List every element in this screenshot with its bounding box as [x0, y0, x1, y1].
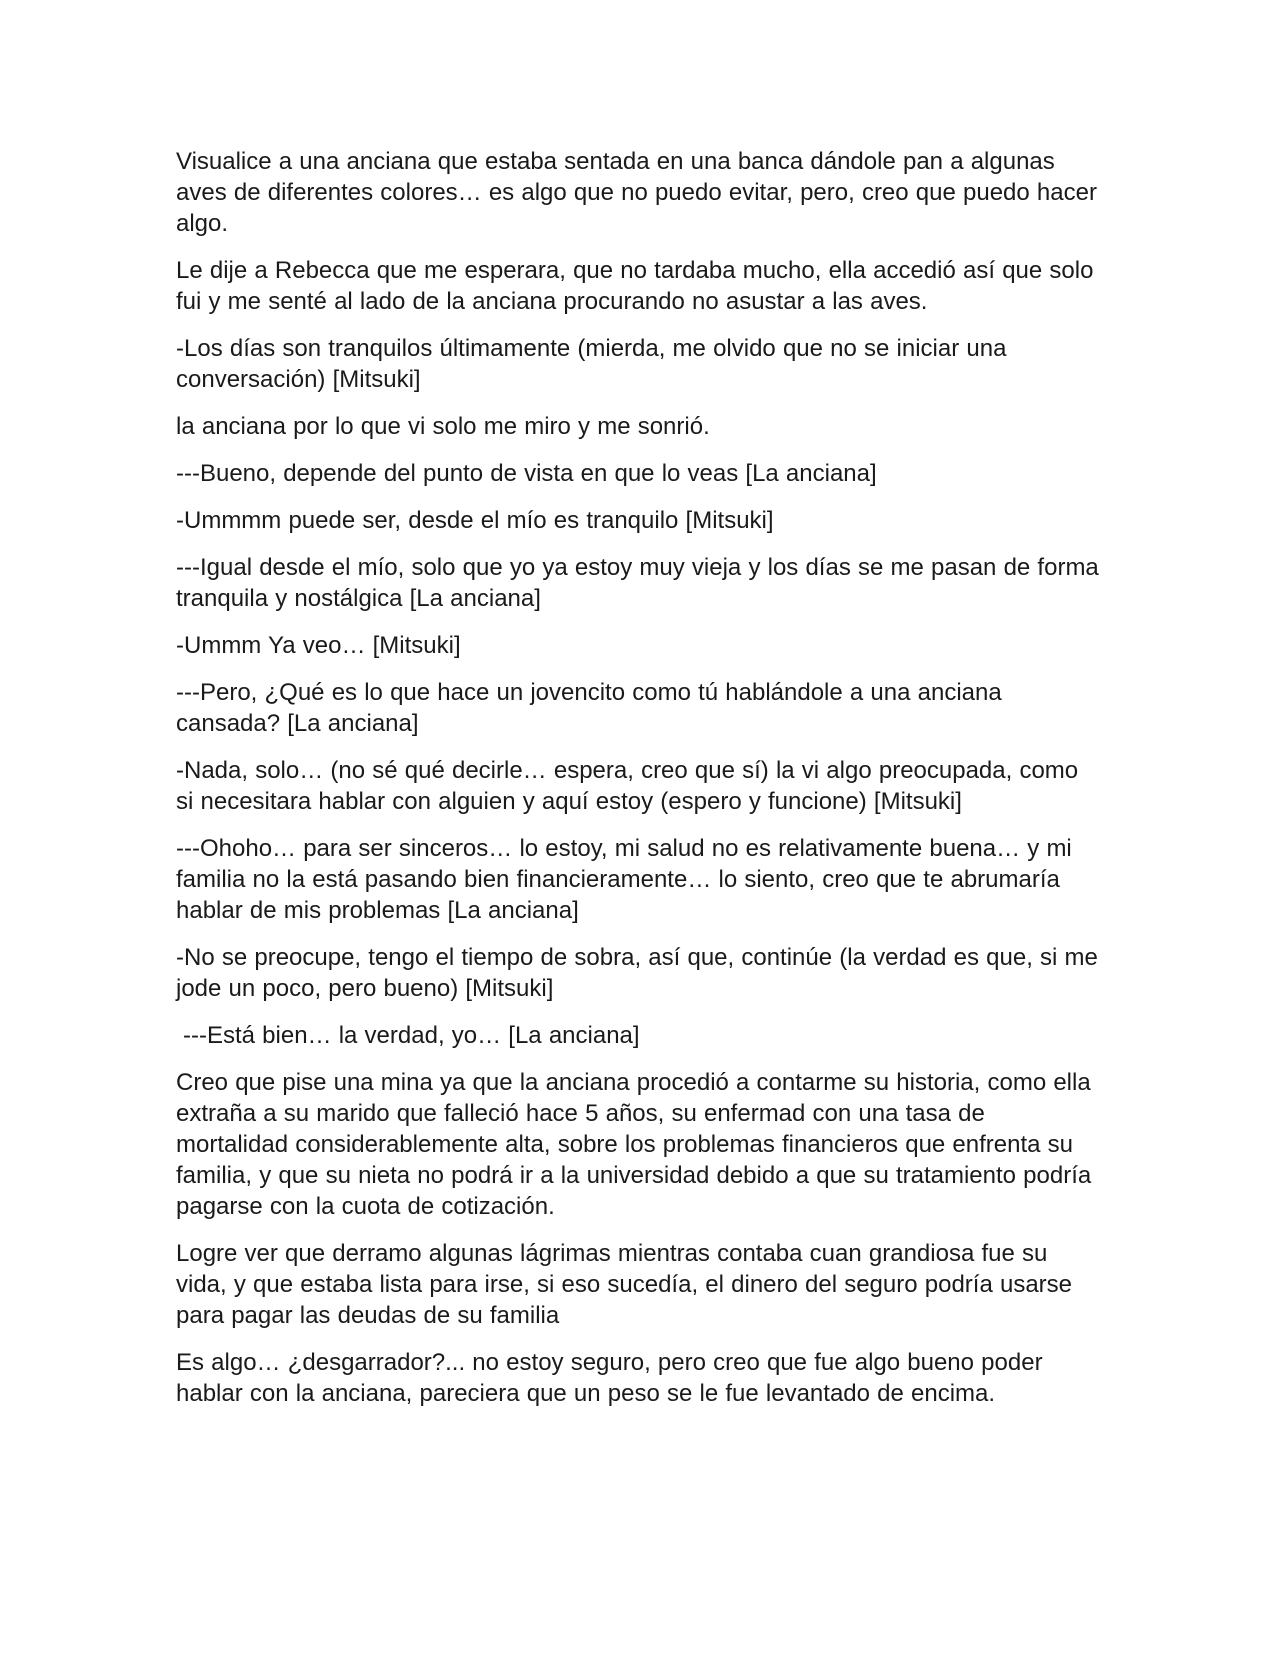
paragraph: ---Bueno, depende del punto de vista en que lo veas [La anciana] — [176, 460, 877, 487]
paragraph: Le dije a Rebecca que me esperara, que no tardaba mucho, ella accedió así que solo fui y me senté al lado de la anciana procurando no asustar a las aves. — [176, 257, 1094, 315]
paragraph: ---Está bien… la verdad, yo… [La anciana] — [183, 1022, 640, 1049]
paragraph: Creo que pise una mina ya que la anciana procedió a contarme su historia, como ella extraña a su marido que falleció hace 5 años, su enfermad con una tasa de mortalidad considerablemente alta, sobre los problemas financieros que enfrenta su familia, y que su nieta no podrá ir a la universidad debido a que su tratamiento podría pagarse con la cuota de cotización. — [176, 1069, 1092, 1220]
document-body — [176, 146, 1100, 1425]
paragraph: -Ummmm puede ser, desde el mío es tranquilo [Mitsuki] — [176, 507, 774, 534]
paragraph: -No se preocupe, tengo el tiempo de sobra, así que, continúe (la verdad es que, si me jode un poco, pero bueno) [Mitsuki] — [176, 944, 1098, 1002]
paragraph: la anciana por lo que vi solo me miro y me sonrió. — [176, 413, 710, 440]
paragraph: ---Pero, ¿Qué es lo que hace un jovencito como tú hablándole a una anciana cansada? [La anciana] — [176, 679, 1002, 737]
paragraph: Es algo… ¿desgarrador?... no estoy seguro, pero creo que fue algo bueno poder hablar con la anciana, pareciera que un peso se le fue levantado de encima. — [176, 1349, 1043, 1407]
paragraph: -Los días son tranquilos últimamente (mierda, me olvido que no se iniciar una conversación) [Mitsuki] — [176, 335, 1007, 393]
paragraph: Visualice a una anciana que estaba sentada en una banca dándole pan a algunas aves de diferentes colores… es algo que no puedo evitar, pero, creo que puedo hacer algo. — [176, 148, 1097, 237]
paragraph: ---Ohoho… para ser sinceros… lo estoy, mi salud no es relativamente buena… y mi familia no la está pasando bien financieramente… lo siento, creo que te abrumaría hablar de mis problemas [La anciana] — [176, 835, 1072, 924]
paragraph: -Ummm Ya veo… [Mitsuki] — [176, 632, 461, 659]
paragraph: -Nada, solo… (no sé qué decirle… espera, creo que sí) la vi algo preocupada, como si necesitara hablar con alguien y aquí estoy (espero y funcione) [Mitsuki] — [176, 757, 1079, 815]
paragraph: Logre ver que derramo algunas lágrimas mientras contaba cuan grandiosa fue su vida, y que estaba lista para irse, si eso sucedía, el dinero del seguro podría usarse para pagar las deudas de su familia — [176, 1240, 1073, 1329]
paragraph: ---Igual desde el mío, solo que yo ya estoy muy vieja y los días se me pasan de forma tranquila y nostálgica [La anciana] — [176, 554, 1099, 612]
